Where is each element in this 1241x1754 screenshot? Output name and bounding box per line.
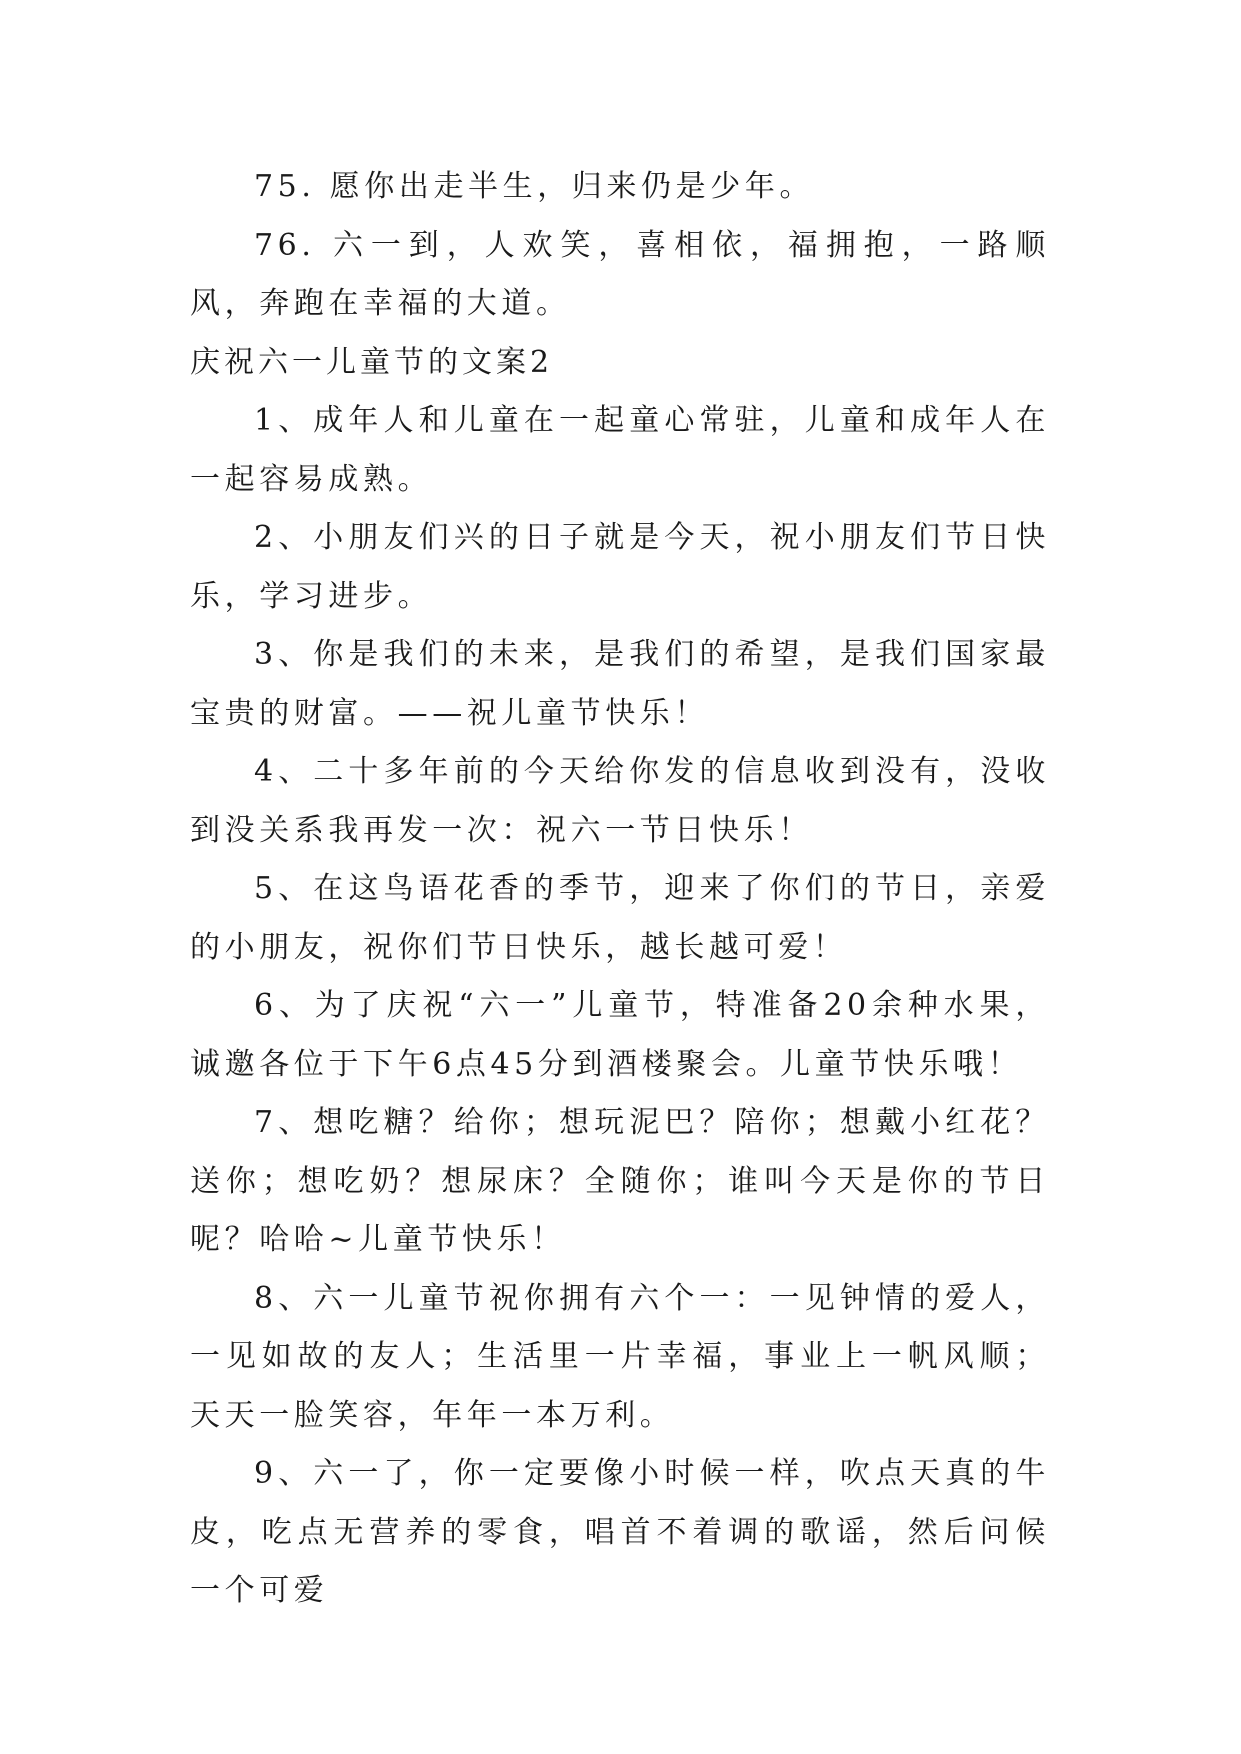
paragraph-76: 76. 六一到，人欢笑，喜相依，福拥抱，一路顺风，奔跑在幸福的大道。 xyxy=(190,227,1050,321)
section-heading: 庆祝六一儿童节的文案2 xyxy=(190,344,554,380)
list-item: 6、为了庆祝“六一”儿童节，特准备20余种水果，诚邀各位于下午6点45分到酒楼聚会。儿童节快乐哦！ xyxy=(190,988,1050,1082)
list-item: 7、想吃糖？给你；想玩泥巴？陪你；想戴小红花？送你；想吃奶？想尿床？全随你；谁叫今天是你的节日呢？哈哈~儿童节快乐！ xyxy=(190,1105,1050,1257)
list-item: 9、六一了，你一定要像小时候一样，吹点天真的牛皮，吃点无营养的零食，唱首不着调的歌谣，然后问候一个可爱 xyxy=(190,1456,1050,1608)
list-item: 2、小朋友们兴的日子就是今天，祝小朋友们节日快乐，学习进步。 xyxy=(190,520,1050,614)
list-item: 3、你是我们的未来，是我们的希望，是我们国家最宝贵的财富。——祝儿童节快乐！ xyxy=(190,637,1050,731)
list-item: 4、二十多年前的今天给你发的信息收到没有，没收到没关系我再发一次：祝六一节日快乐！ xyxy=(190,754,1050,848)
paragraph-75: 75. 愿你出走半生，归来仍是少年。 xyxy=(254,169,815,204)
document-body xyxy=(190,158,1050,1621)
list-item: 8、六一儿童节祝你拥有六个一：一见钟情的爱人，一见如故的友人；生活里一片幸福，事业上一帆风顺；天天一脸笑容，年年一本万利。 xyxy=(190,1280,1050,1433)
list-item: 5、在这鸟语花香的季节，迎来了你们的节日，亲爱的小朋友，祝你们节日快乐，越长越可爱！ xyxy=(190,871,1050,965)
list-item: 1、成年人和儿童在一起童心常驻，儿童和成年人在一起容易成熟。 xyxy=(190,403,1050,497)
